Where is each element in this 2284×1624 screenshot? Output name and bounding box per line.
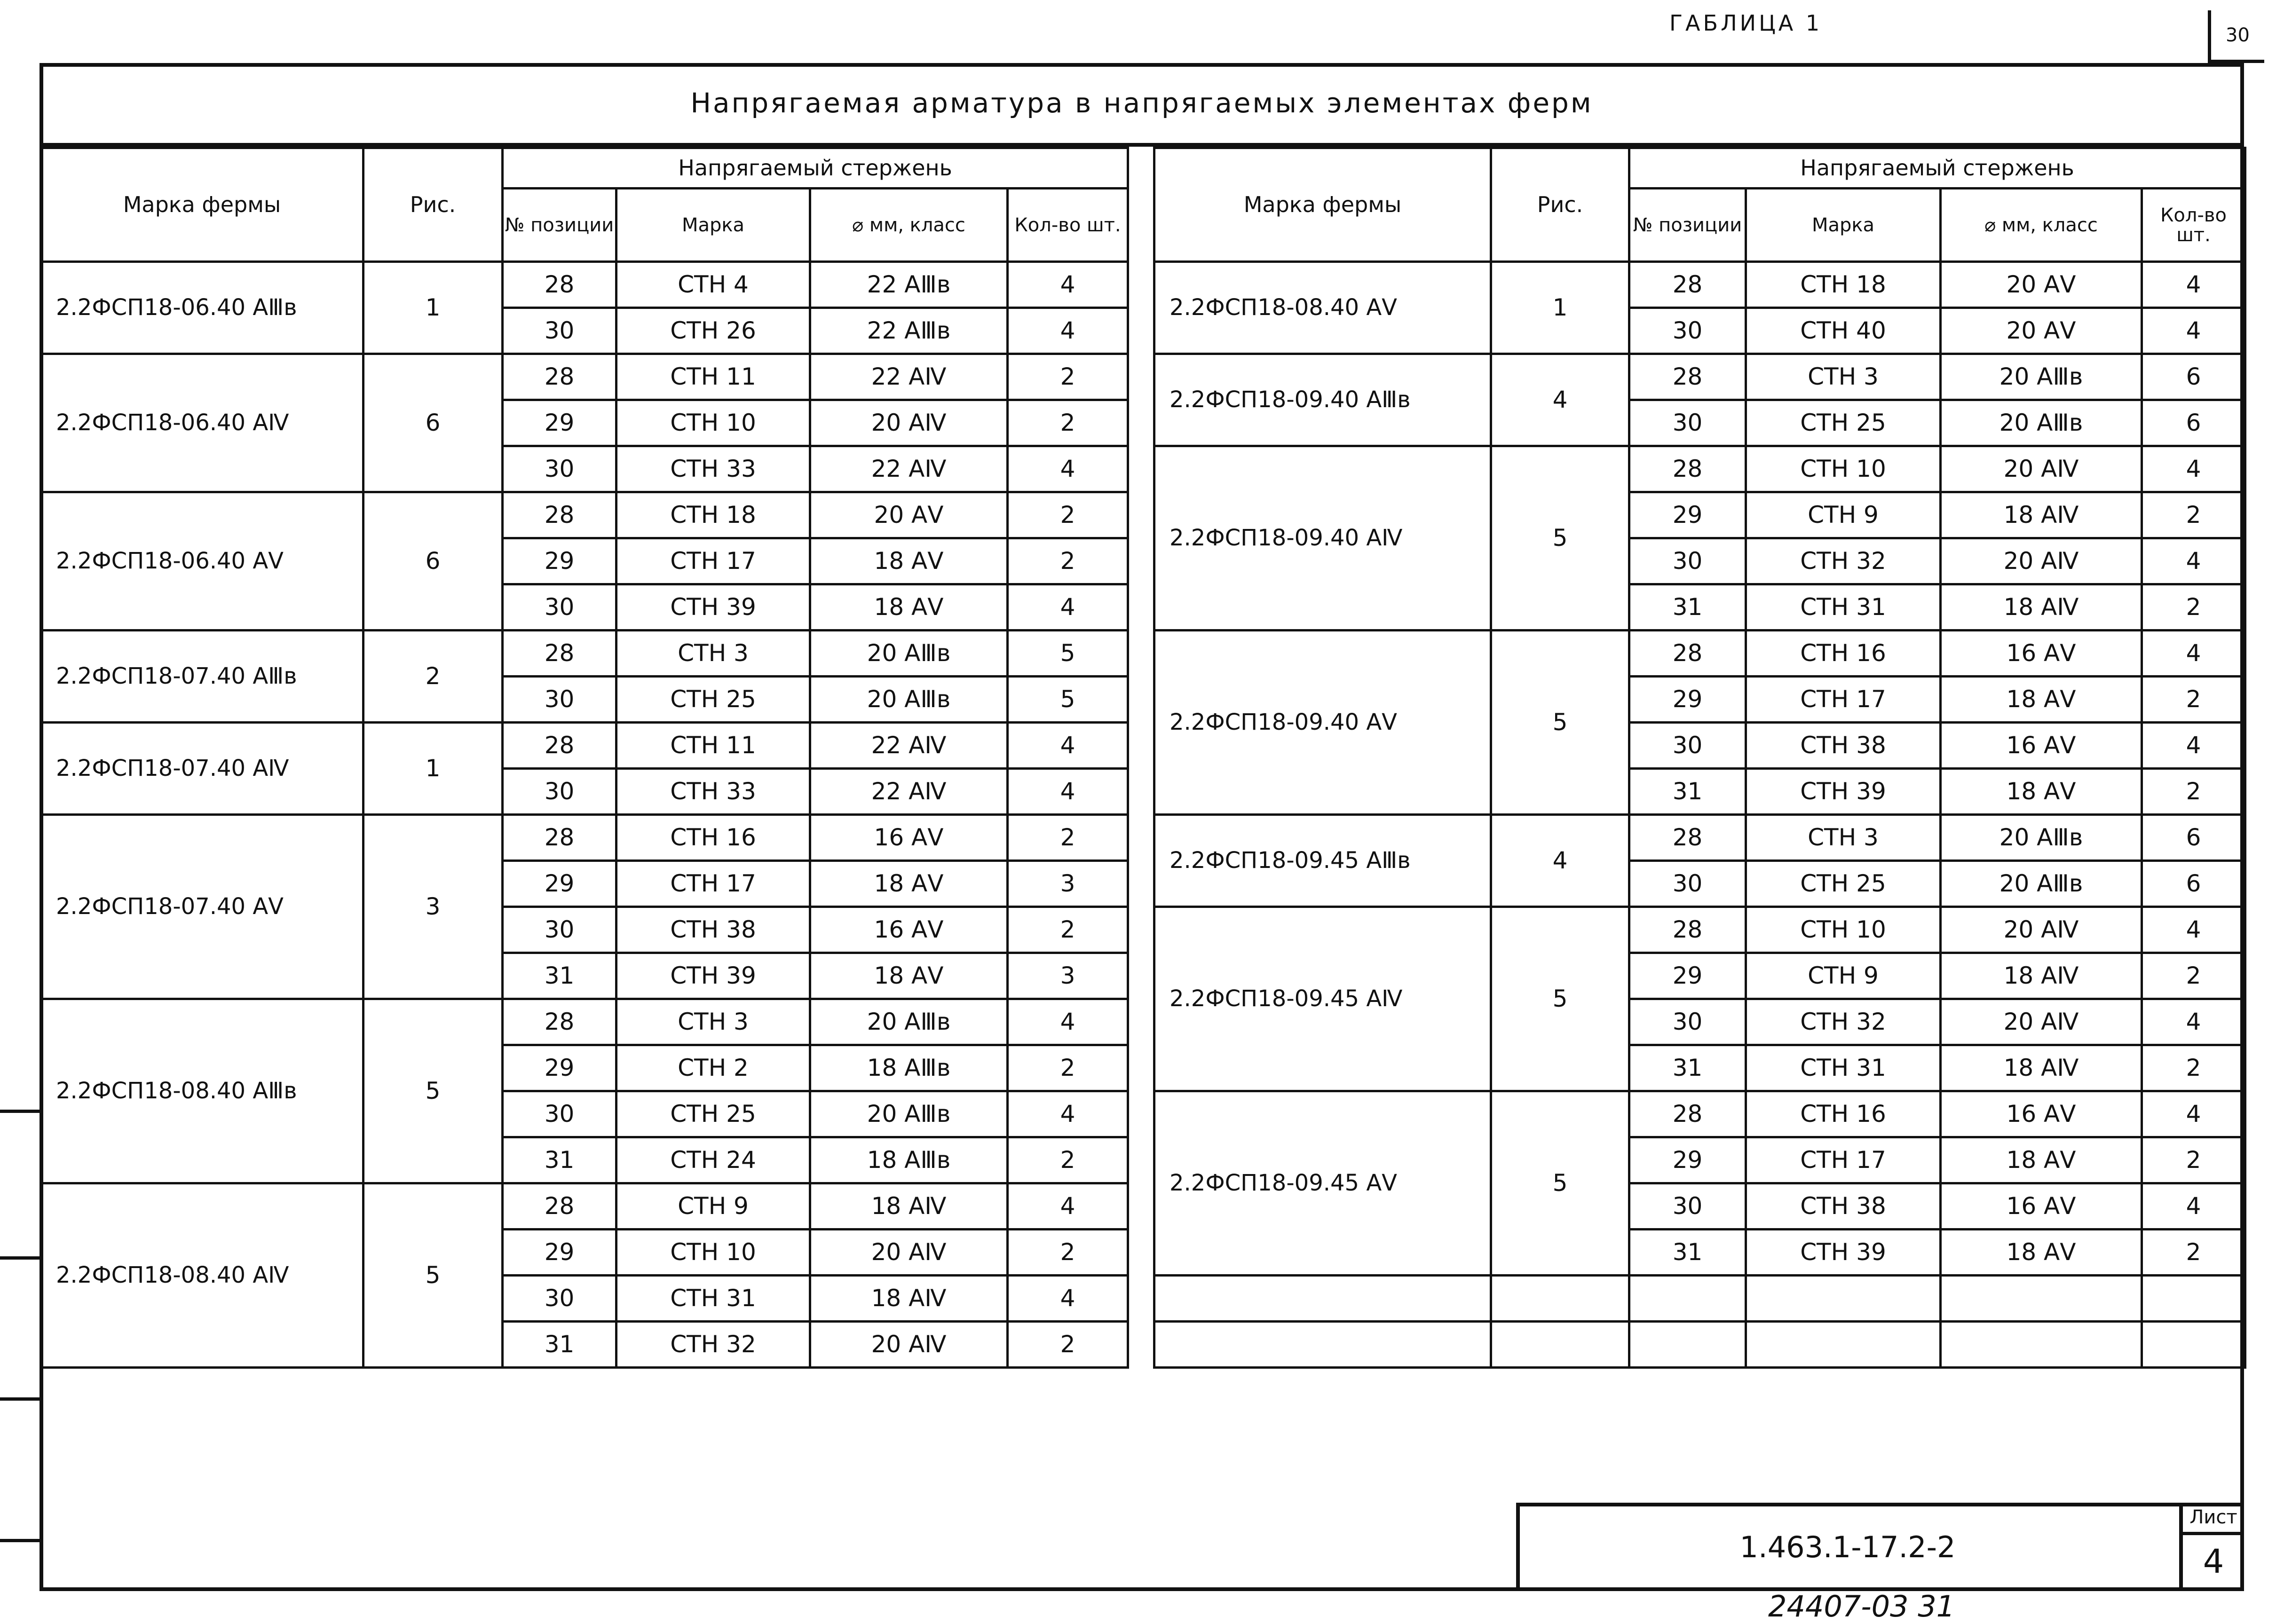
diameter-class-cell: 20 АⅢв	[810, 1091, 1008, 1137]
quantity-cell: 4	[1008, 584, 1128, 631]
rod-mark-cell: СТН 2	[616, 1045, 810, 1091]
truss-mark-cell: 2.2ФСП18-06.40 АⅢв	[41, 262, 364, 354]
position-cell: 30	[1629, 723, 1746, 769]
position-cell: 30	[1629, 538, 1746, 584]
table-title: Напрягаемая арматура в напрягаемых элементах ферм	[40, 63, 2244, 147]
truss-mark-cell: 2.2ФСП18-06.40 АⅣ	[41, 354, 364, 492]
rod-mark-cell: СТН 31	[1746, 1045, 1941, 1091]
quantity-cell: 4	[2142, 446, 2245, 492]
empty-cell	[1629, 1322, 1746, 1368]
position-cell: 28	[503, 354, 616, 400]
position-cell: 28	[503, 723, 616, 769]
diameter-class-cell: 22 АⅢв	[810, 262, 1008, 308]
truss-mark-cell: 2.2ФСП18-08.40 АⅤ	[1154, 262, 1491, 354]
position-cell: 30	[1629, 1183, 1746, 1230]
quantity-cell: 6	[2142, 354, 2245, 400]
quantity-cell: 4	[2142, 1183, 2245, 1230]
diameter-class-cell: 20 АⅣ	[810, 400, 1008, 446]
diameter-class-cell: 20 АⅣ	[1941, 999, 2142, 1045]
figure-cell: 4	[1491, 815, 1629, 907]
rod-mark-cell: СТН 3	[1746, 354, 1941, 400]
diameter-class-cell: 18 АⅤ	[810, 584, 1008, 631]
right-table-body	[1154, 262, 2245, 1368]
quantity-cell: 4	[1008, 769, 1128, 815]
quantity-cell: 2	[1008, 1230, 1128, 1276]
table-row	[1154, 446, 2245, 492]
left-table-body	[41, 262, 1128, 1368]
quantity-cell: 2	[1008, 1045, 1128, 1091]
rod-mark-cell: СТН 11	[616, 354, 810, 400]
position-cell: 31	[503, 1322, 616, 1368]
quantity-cell: 2	[1008, 907, 1128, 953]
col-fig-header: Рис.	[364, 148, 503, 262]
rod-mark-cell: СТН 16	[1746, 631, 1941, 677]
figure-cell: 1	[364, 262, 503, 354]
diameter-class-cell: 16 АⅤ	[1941, 1183, 2142, 1230]
rod-mark-cell: СТН 32	[616, 1322, 810, 1368]
position-cell: 28	[1629, 354, 1746, 400]
diameter-class-cell: 18 АⅤ	[1941, 677, 2142, 723]
diameter-class-cell: 18 АⅤ	[810, 953, 1008, 999]
position-cell: 29	[503, 1230, 616, 1276]
position-cell: 31	[503, 1137, 616, 1183]
position-cell: 31	[1629, 769, 1746, 815]
table-row	[1154, 354, 2245, 400]
table-row	[1154, 631, 2245, 677]
table-row	[41, 815, 1128, 861]
empty-cell	[1941, 1276, 2142, 1322]
table-row	[41, 262, 1128, 308]
position-cell: 31	[1629, 1045, 1746, 1091]
diameter-class-cell: 16 АⅤ	[1941, 723, 2142, 769]
col-mark-header: Марка	[616, 189, 810, 262]
rod-mark-cell: СТН 9	[1746, 953, 1941, 999]
rod-mark-cell: СТН 39	[1746, 769, 1941, 815]
diameter-class-cell: 22 АⅢв	[810, 308, 1008, 354]
rod-mark-cell: СТН 39	[616, 953, 810, 999]
rod-mark-cell: СТН 25	[616, 1091, 810, 1137]
truss-mark-cell: 2.2ФСП18-06.40 АⅤ	[41, 492, 364, 631]
left-spec-table	[40, 147, 1129, 1369]
position-cell: 29	[503, 1045, 616, 1091]
rod-mark-cell: СТН 24	[616, 1137, 810, 1183]
rod-mark-cell: СТН 31	[1746, 584, 1941, 631]
position-cell: 29	[1629, 953, 1746, 999]
table-row	[41, 723, 1128, 769]
diameter-class-cell: 20 АⅤ	[1941, 308, 2142, 354]
table-row	[41, 1183, 1128, 1230]
diameter-class-cell: 18 АⅤ	[1941, 769, 2142, 815]
sheet-label: Лист	[2183, 1503, 2244, 1535]
figure-cell: 5	[364, 1183, 503, 1368]
diameter-class-cell: 16 АⅤ	[1941, 1091, 2142, 1137]
rod-mark-cell: СТН 31	[616, 1276, 810, 1322]
col-dia-header: ⌀ мм, класс	[810, 189, 1008, 262]
position-cell: 29	[1629, 492, 1746, 538]
diameter-class-cell: 18 АⅣ	[1941, 953, 2142, 999]
col-rod-group-header: Напрягаемый стержень	[503, 148, 1128, 189]
figure-cell: 2	[364, 631, 503, 723]
truss-mark-cell: 2.2ФСП18-08.40 АⅢв	[41, 999, 364, 1183]
binding-margin-marks	[0, 1110, 40, 1542]
quantity-cell: 6	[2142, 861, 2245, 907]
empty-cell	[1491, 1322, 1629, 1368]
col-truss-header: Марка фермы	[41, 148, 364, 262]
empty-cell	[1629, 1276, 1746, 1322]
rod-mark-cell: СТН 25	[616, 677, 810, 723]
position-cell: 28	[503, 631, 616, 677]
page-number: 30	[2208, 10, 2264, 63]
figure-cell: 5	[1491, 446, 1629, 631]
quantity-cell: 4	[2142, 907, 2245, 953]
rod-mark-cell: СТН 17	[616, 538, 810, 584]
position-cell: 28	[503, 262, 616, 308]
rod-mark-cell: СТН 9	[1746, 492, 1941, 538]
sheet-box	[2179, 1503, 2244, 1591]
diameter-class-cell: 22 АⅣ	[810, 354, 1008, 400]
rod-mark-cell: СТН 18	[616, 492, 810, 538]
rod-mark-cell: СТН 16	[1746, 1091, 1941, 1137]
rod-mark-cell: СТН 26	[616, 308, 810, 354]
figure-cell: 1	[1491, 262, 1629, 354]
diameter-class-cell: 16 АⅤ	[810, 815, 1008, 861]
col-qty-header: Кол-во шт.	[1008, 189, 1128, 262]
quantity-cell: 4	[1008, 308, 1128, 354]
col-pos-header: № позиции	[503, 189, 616, 262]
table-row	[1154, 815, 2245, 861]
position-cell: 30	[1629, 400, 1746, 446]
empty-cell	[2142, 1276, 2245, 1322]
position-cell: 28	[1629, 631, 1746, 677]
diameter-class-cell: 20 АⅣ	[1941, 446, 2142, 492]
diameter-class-cell: 16 АⅤ	[1941, 631, 2142, 677]
diameter-class-cell: 20 АⅣ	[1941, 907, 2142, 953]
rod-mark-cell: СТН 11	[616, 723, 810, 769]
rod-mark-cell: СТН 10	[616, 1230, 810, 1276]
quantity-cell: 4	[2142, 538, 2245, 584]
position-cell: 30	[1629, 308, 1746, 354]
truss-mark-cell: 2.2ФСП18-09.45 АⅣ	[1154, 907, 1491, 1091]
quantity-cell: 4	[1008, 446, 1128, 492]
rod-mark-cell: СТН 40	[1746, 308, 1941, 354]
position-cell: 30	[1629, 999, 1746, 1045]
quantity-cell: 2	[1008, 1322, 1128, 1368]
diameter-class-cell: 20 АⅢв	[1941, 861, 2142, 907]
position-cell: 28	[1629, 446, 1746, 492]
quantity-cell: 3	[1008, 953, 1128, 999]
diameter-class-cell: 20 АⅢв	[810, 631, 1008, 677]
quantity-cell: 3	[1008, 861, 1128, 907]
quantity-cell: 2	[2142, 492, 2245, 538]
quantity-cell: 2	[1008, 538, 1128, 584]
diameter-class-cell: 20 АⅢв	[1941, 400, 2142, 446]
quantity-cell: 2	[2142, 769, 2245, 815]
rod-mark-cell: СТН 32	[1746, 538, 1941, 584]
diameter-class-cell: 18 АⅣ	[1941, 1045, 2142, 1091]
quantity-cell: 4	[1008, 1276, 1128, 1322]
position-cell: 28	[1629, 1091, 1746, 1137]
rod-mark-cell: СТН 33	[616, 769, 810, 815]
position-cell: 30	[503, 769, 616, 815]
rod-mark-cell: СТН 38	[1746, 723, 1941, 769]
empty-cell	[1154, 1322, 1491, 1368]
table-row	[41, 354, 1128, 400]
diameter-class-cell: 18 АⅣ	[1941, 492, 2142, 538]
position-cell: 30	[503, 308, 616, 354]
quantity-cell: 2	[1008, 400, 1128, 446]
rod-mark-cell: СТН 10	[616, 400, 810, 446]
quantity-cell: 4	[1008, 723, 1128, 769]
position-cell: 29	[1629, 677, 1746, 723]
quantity-cell: 4	[2142, 631, 2245, 677]
col-fig-header: Рис.	[1491, 148, 1629, 262]
document-code: 1.463.1-17.2-2	[1739, 1529, 1956, 1564]
diameter-class-cell: 18 АⅤ	[1941, 1230, 2142, 1276]
quantity-cell: 4	[2142, 308, 2245, 354]
table-row	[41, 999, 1128, 1045]
truss-mark-cell: 2.2ФСП18-09.45 АⅤ	[1154, 1091, 1491, 1276]
rod-mark-cell: СТН 3	[1746, 815, 1941, 861]
figure-cell: 6	[364, 354, 503, 492]
col-rod-group-header: Напрягаемый стержень	[1629, 148, 2245, 189]
diameter-class-cell: 18 АⅢв	[810, 1137, 1008, 1183]
position-cell: 28	[503, 1183, 616, 1230]
quantity-cell: 5	[1008, 631, 1128, 677]
table-row	[41, 631, 1128, 677]
diameter-class-cell: 22 АⅣ	[810, 769, 1008, 815]
quantity-cell: 4	[2142, 723, 2245, 769]
table-label: ГАБЛИЦА 1	[1669, 10, 1823, 36]
rod-mark-cell: СТН 3	[616, 631, 810, 677]
quantity-cell: 6	[2142, 400, 2245, 446]
position-cell: 30	[503, 677, 616, 723]
diameter-class-cell: 20 АⅤ	[810, 492, 1008, 538]
quantity-cell: 5	[1008, 677, 1128, 723]
position-cell: 28	[1629, 907, 1746, 953]
position-cell: 31	[503, 953, 616, 999]
quantity-cell: 2	[1008, 1137, 1128, 1183]
empty-cell	[1941, 1322, 2142, 1368]
truss-mark-cell: 2.2ФСП18-07.40 АⅢв	[41, 631, 364, 723]
position-cell: 30	[503, 446, 616, 492]
rod-mark-cell: СТН 25	[1746, 861, 1941, 907]
diameter-class-cell: 20 АⅢв	[1941, 354, 2142, 400]
rod-mark-cell: СТН 38	[1746, 1183, 1941, 1230]
position-cell: 30	[503, 1276, 616, 1322]
position-cell: 30	[1629, 861, 1746, 907]
right-spec-table	[1153, 147, 2246, 1369]
diameter-class-cell: 22 АⅣ	[810, 446, 1008, 492]
rod-mark-cell: СТН 39	[616, 584, 810, 631]
figure-cell: 5	[1491, 907, 1629, 1091]
position-cell: 30	[503, 1091, 616, 1137]
empty-row	[1154, 1322, 2245, 1368]
rod-mark-cell: СТН 17	[1746, 677, 1941, 723]
truss-mark-cell: 2.2ФСП18-07.40 АⅤ	[41, 815, 364, 999]
col-mark-header: Марка	[1746, 189, 1941, 262]
empty-cell	[2142, 1322, 2245, 1368]
col-truss-header: Марка фермы	[1154, 148, 1491, 262]
diameter-class-cell: 20 АⅤ	[1941, 262, 2142, 308]
empty-cell	[1491, 1276, 1629, 1322]
position-cell: 28	[1629, 262, 1746, 308]
quantity-cell: 6	[2142, 815, 2245, 861]
empty-cell	[1746, 1322, 1941, 1368]
diameter-class-cell: 20 АⅢв	[810, 999, 1008, 1045]
position-cell: 29	[503, 538, 616, 584]
diameter-class-cell: 18 АⅣ	[810, 1183, 1008, 1230]
position-cell: 30	[503, 907, 616, 953]
rod-mark-cell: СТН 3	[616, 999, 810, 1045]
empty-row	[1154, 1276, 2245, 1322]
quantity-cell: 2	[1008, 815, 1128, 861]
figure-cell: 3	[364, 815, 503, 999]
position-cell: 30	[503, 584, 616, 631]
truss-mark-cell: 2.2ФСП18-08.40 АⅣ	[41, 1183, 364, 1368]
archive-code: 24407-03 31	[1768, 1589, 1955, 1624]
quantity-cell: 2	[2142, 677, 2245, 723]
diameter-class-cell: 18 АⅤ	[1941, 1137, 2142, 1183]
quantity-cell: 2	[2142, 1045, 2245, 1091]
table-row	[1154, 1091, 2245, 1137]
figure-cell: 4	[1491, 354, 1629, 446]
figure-cell: 5	[1491, 631, 1629, 815]
position-cell: 28	[503, 492, 616, 538]
diameter-class-cell: 20 АⅣ	[810, 1230, 1008, 1276]
rod-mark-cell: СТН 38	[616, 907, 810, 953]
rod-mark-cell: СТН 9	[616, 1183, 810, 1230]
rod-mark-cell: СТН 39	[1746, 1230, 1941, 1276]
position-cell: 29	[503, 861, 616, 907]
figure-cell: 5	[1491, 1091, 1629, 1276]
quantity-cell: 2	[2142, 1230, 2245, 1276]
quantity-cell: 4	[1008, 1091, 1128, 1137]
diameter-class-cell: 20 АⅣ	[810, 1322, 1008, 1368]
diameter-class-cell: 22 АⅣ	[810, 723, 1008, 769]
quantity-cell: 2	[2142, 584, 2245, 631]
table-row	[1154, 262, 2245, 308]
quantity-cell: 4	[2142, 262, 2245, 308]
truss-mark-cell: 2.2ФСП18-07.40 АⅣ	[41, 723, 364, 815]
diameter-class-cell: 20 АⅣ	[1941, 538, 2142, 584]
position-cell: 29	[503, 400, 616, 446]
quantity-cell: 4	[2142, 999, 2245, 1045]
truss-mark-cell: 2.2ФСП18-09.40 АⅣ	[1154, 446, 1491, 631]
binding-mark	[0, 1397, 40, 1401]
diameter-class-cell: 16 АⅤ	[810, 907, 1008, 953]
diameter-class-cell: 18 АⅤ	[810, 538, 1008, 584]
rod-mark-cell: СТН 10	[1746, 907, 1941, 953]
col-dia-header: ⌀ мм, класс	[1941, 189, 2142, 262]
figure-cell: 5	[364, 999, 503, 1183]
diameter-class-cell: 20 АⅢв	[810, 677, 1008, 723]
rod-mark-cell: СТН 16	[616, 815, 810, 861]
rod-mark-cell: СТН 18	[1746, 262, 1941, 308]
diameter-class-cell: 18 АⅤ	[810, 861, 1008, 907]
binding-mark	[0, 1256, 40, 1260]
diameter-class-cell: 20 АⅢв	[1941, 815, 2142, 861]
position-cell: 31	[1629, 584, 1746, 631]
position-cell: 28	[1629, 815, 1746, 861]
empty-cell	[1746, 1276, 1941, 1322]
figure-cell: 1	[364, 723, 503, 815]
rod-mark-cell: СТН 17	[616, 861, 810, 907]
truss-mark-cell: 2.2ФСП18-09.45 АⅢв	[1154, 815, 1491, 907]
diameter-class-cell: 18 АⅣ	[1941, 584, 2142, 631]
rod-mark-cell: СТН 17	[1746, 1137, 1941, 1183]
rod-mark-cell: СТН 10	[1746, 446, 1941, 492]
quantity-cell: 4	[1008, 1183, 1128, 1230]
diameter-class-cell: 18 АⅣ	[810, 1276, 1008, 1322]
sheet-number: 4	[2203, 1542, 2224, 1581]
truss-mark-cell: 2.2ФСП18-09.40 АⅢв	[1154, 354, 1491, 446]
rod-mark-cell: СТН 4	[616, 262, 810, 308]
truss-mark-cell: 2.2ФСП18-09.40 АⅤ	[1154, 631, 1491, 815]
quantity-cell: 2	[1008, 354, 1128, 400]
quantity-cell: 4	[1008, 262, 1128, 308]
position-cell: 28	[503, 815, 616, 861]
position-cell: 31	[1629, 1230, 1746, 1276]
quantity-cell: 4	[2142, 1091, 2245, 1137]
quantity-cell: 2	[2142, 1137, 2245, 1183]
diameter-class-cell: 18 АⅢв	[810, 1045, 1008, 1091]
quantity-cell: 4	[1008, 999, 1128, 1045]
empty-cell	[1154, 1276, 1491, 1322]
table-row	[41, 492, 1128, 538]
quantity-cell: 2	[1008, 492, 1128, 538]
position-cell: 29	[1629, 1137, 1746, 1183]
table-row	[1154, 907, 2245, 953]
position-cell: 28	[503, 999, 616, 1045]
col-qty-header: Кол-во шт.	[2142, 189, 2245, 262]
col-pos-header: № позиции	[1629, 189, 1746, 262]
rod-mark-cell: СТН 33	[616, 446, 810, 492]
figure-cell: 6	[364, 492, 503, 631]
rod-mark-cell: СТН 32	[1746, 999, 1941, 1045]
rod-mark-cell: СТН 25	[1746, 400, 1941, 446]
quantity-cell: 2	[2142, 953, 2245, 999]
